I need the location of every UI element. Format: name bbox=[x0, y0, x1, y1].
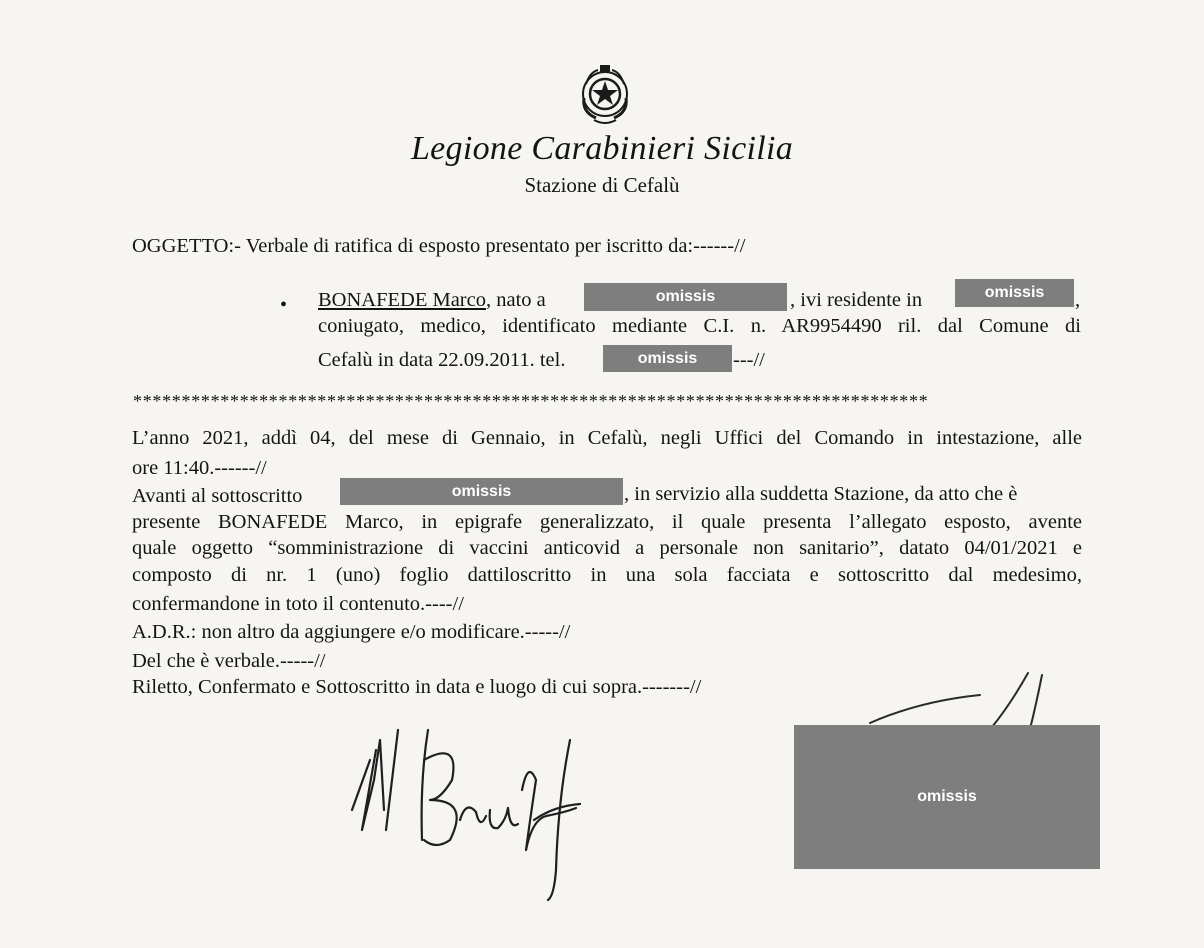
redaction-officer: omissis bbox=[340, 478, 623, 505]
verbale-line: Del che è verbale.-----// bbox=[132, 650, 326, 672]
redaction-residence: omissis bbox=[955, 279, 1074, 307]
subject-line: OGGETTO:- Verbale di ratifica di esposto presentato per iscritto da:------// bbox=[132, 235, 746, 257]
body-p2-line5: confermandone in toto il contenuto.----// bbox=[132, 593, 464, 615]
person-name: BONAFEDE Marco bbox=[318, 289, 486, 311]
person-line-1b: , ivi residente in bbox=[790, 289, 923, 311]
handwritten-signature-icon bbox=[340, 720, 620, 910]
closing-line: Riletto, Confermato e Sottoscritto in data e luogo di cui sopra.-------// bbox=[132, 676, 702, 698]
person-line-3b: ---// bbox=[733, 349, 765, 371]
body-p1-line2: ore 11:40.------// bbox=[132, 457, 267, 479]
body-p2-line2: presente BONAFEDE Marco, in epigrafe generalizzato, il quale presenta l’allegato esposto, avente bbox=[132, 511, 1082, 533]
bullet-icon: • bbox=[280, 294, 288, 316]
body-p2-line4: composto di nr. 1 (uno) foglio dattiloscritto in una sola facciata e sottoscritto dal medesimo, bbox=[132, 564, 1082, 586]
person-line-1c: , bbox=[1075, 289, 1081, 311]
body-p2-line1b: , in servizio alla suddetta Stazione, da atto che è bbox=[624, 483, 1018, 505]
redaction-birthplace: omissis bbox=[584, 283, 787, 311]
header-title: Legione Carabinieri Sicilia bbox=[410, 130, 794, 167]
body-p2-line3: quale oggetto “somministrazione di vaccini anticovid a personale non sanitario”, datato 04/01/2021 e bbox=[132, 537, 1082, 559]
body-p2-line1a: Avanti al sottoscritto bbox=[132, 485, 303, 507]
person-born-label: , nato a bbox=[485, 289, 546, 311]
header-subtitle: Stazione di Cefalù bbox=[524, 173, 680, 197]
redaction-phone: omissis bbox=[603, 345, 732, 372]
person-line-2: coniugato, medico, identificato mediante C.I. n. AR9954490 ril. dal Comune di bbox=[318, 315, 1081, 337]
person-line-1a bbox=[318, 287, 546, 313]
person-line-3a: Cefalù in data 22.09.2011. tel. bbox=[318, 349, 566, 371]
redaction-officer-signature: omissis bbox=[794, 725, 1100, 869]
italian-republic-emblem-icon bbox=[576, 64, 634, 126]
adr-line: A.D.R.: non altro da aggiungere e/o modificare.-----// bbox=[132, 621, 571, 643]
separator-stars: ********************************************************************************** bbox=[133, 391, 929, 411]
body-p1-line1: L’anno 2021, addì 04, del mese di Gennaio, in Cefalù, negli Uffici del Comando in intestazione, alle bbox=[132, 427, 1082, 449]
